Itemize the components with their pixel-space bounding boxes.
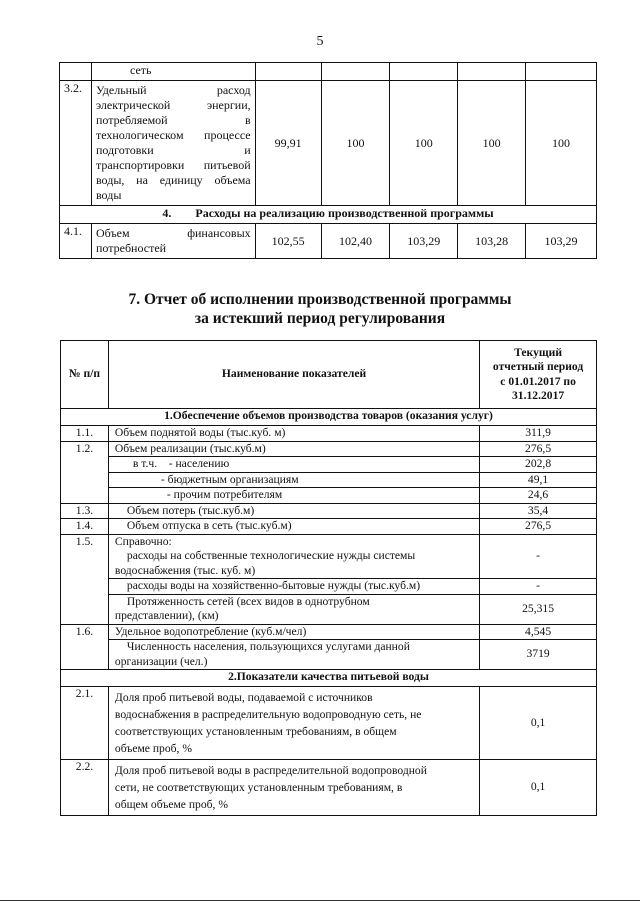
row-name: Объем отпуска в сеть (тыс.куб.м) [108,519,479,535]
row-name: - бюджетным организациям [108,472,479,488]
table-row [61,472,597,488]
table-row [61,579,597,595]
row-value: 35,4 [480,503,597,519]
row-value: 25,315 [480,594,597,624]
table-row [61,594,597,624]
row-value: 202,8 [480,457,597,473]
row-value: 4,545 [480,624,597,640]
table-row [61,503,597,519]
row-number: 1.6. [61,624,109,670]
row-name: Протяженность сетей (всех видов в однотрубном представлении), (км) [108,594,479,624]
section-row [60,206,597,224]
row-name: Удельное водопотребление (куб.м/чел) [108,624,479,640]
table-row [61,624,597,640]
row-name: Доля проб питьевой воды, подаваемой с источников водоснабжения в распределительную водопроводную сеть, не соответствующих установленным требованиям, в общем объеме проб, % [108,687,479,760]
table-cell: 103,28 [458,224,526,259]
table-row [61,640,597,670]
row-number: 3.2. [60,81,92,206]
col-header-no: № п/п [61,341,109,409]
row-value: 276,5 [480,441,597,457]
row-number: 1.3. [61,503,109,519]
section-heading [0,290,640,328]
row-value: 24,6 [480,488,597,504]
top-table [59,62,597,259]
table-cell: 100 [526,81,597,206]
row-number: 1.5. [61,534,109,624]
table-row [60,63,597,81]
row-value: - [480,579,597,595]
table-cell: 100 [390,81,458,206]
table-row [61,519,597,535]
header-row [61,341,597,409]
row-description: Удельный расход электрической энергии, потребляемой в технологическом процессе подготовки и транспортировки питьевой воды, на единицу объема воды [91,81,255,206]
section-row [61,670,597,687]
table-row [61,534,597,579]
row-number: 4.1. [60,224,92,259]
report-table [60,340,597,816]
row-value: 3719 [480,640,597,670]
heading-line: за истекший период регулирования [194,310,446,327]
row-name: Объем реализации (тыс.куб.м) [108,441,479,457]
table-row [61,426,597,442]
table-row [60,224,597,259]
table-row [61,457,597,473]
row-number: 1.2. [61,441,109,503]
heading-line: 7. Отчет об исполнении производственной программы [128,291,512,308]
table-cell: 102,40 [321,224,390,259]
table-cell: 100 [458,81,526,206]
row-number: 2.2. [61,760,109,816]
table-row [61,687,597,760]
row-value: 311,9 [480,426,597,442]
row-name: Объем потерь (тыс.куб.м) [108,503,479,519]
row-number: 2.1. [61,687,109,760]
table-row [60,81,597,206]
row-name: расходы воды на хозяйственно-бытовые нужды (тыс.куб.м) [108,579,479,595]
row-name: Численность населения, пользующихся услугами данной организации (чел.) [108,640,479,670]
row-description: Объем финансовых потребностей [91,224,255,259]
row-value: 0,1 [480,687,597,760]
col-header-name: Наименование показателей [108,341,479,409]
row-value: 49,1 [480,472,597,488]
section-title: 1.Обеспечение объемов производства товаров (оказания услуг) [61,409,597,426]
table-row [61,488,597,504]
table-row [61,760,597,816]
row-name: Справочно: расходы на собственные технологические нужды системы водоснабжения (тыс. куб. м) [108,534,479,579]
table-row [61,441,597,457]
row-name: Объем поднятой воды (тыс.куб. м) [108,426,479,442]
row-number: 1.4. [61,519,109,535]
row-value: 0,1 [480,760,597,816]
page-edge-divider [0,900,640,901]
table-cell: 103,29 [390,224,458,259]
table-cell: 103,29 [526,224,597,259]
row-value: 276,5 [480,519,597,535]
section-row [61,409,597,426]
row-number: 1.1. [61,426,109,442]
section-title: 4. Расходы на реализацию производственной программы [60,206,597,224]
row-name: в т.ч. - населению [108,457,479,473]
table-cell: 102,55 [255,224,321,259]
row-name: Доля проб питьевой воды в распределительной водопроводной сети, не соответствующих установленным требованиям, в общем объеме проб, % [108,760,479,816]
table-cell: 99,91 [255,81,321,206]
table-cell: 100 [321,81,390,206]
col-header-period: Текущий отчетный период с 01.01.2017 по 31.12.2017 [480,341,597,409]
row-label: сеть [91,63,255,81]
section-title: 2.Показатели качества питьевой воды [61,670,597,687]
page-number: 5 [316,34,324,49]
row-value: - [480,534,597,579]
row-name: - прочим потребителям [108,488,479,504]
